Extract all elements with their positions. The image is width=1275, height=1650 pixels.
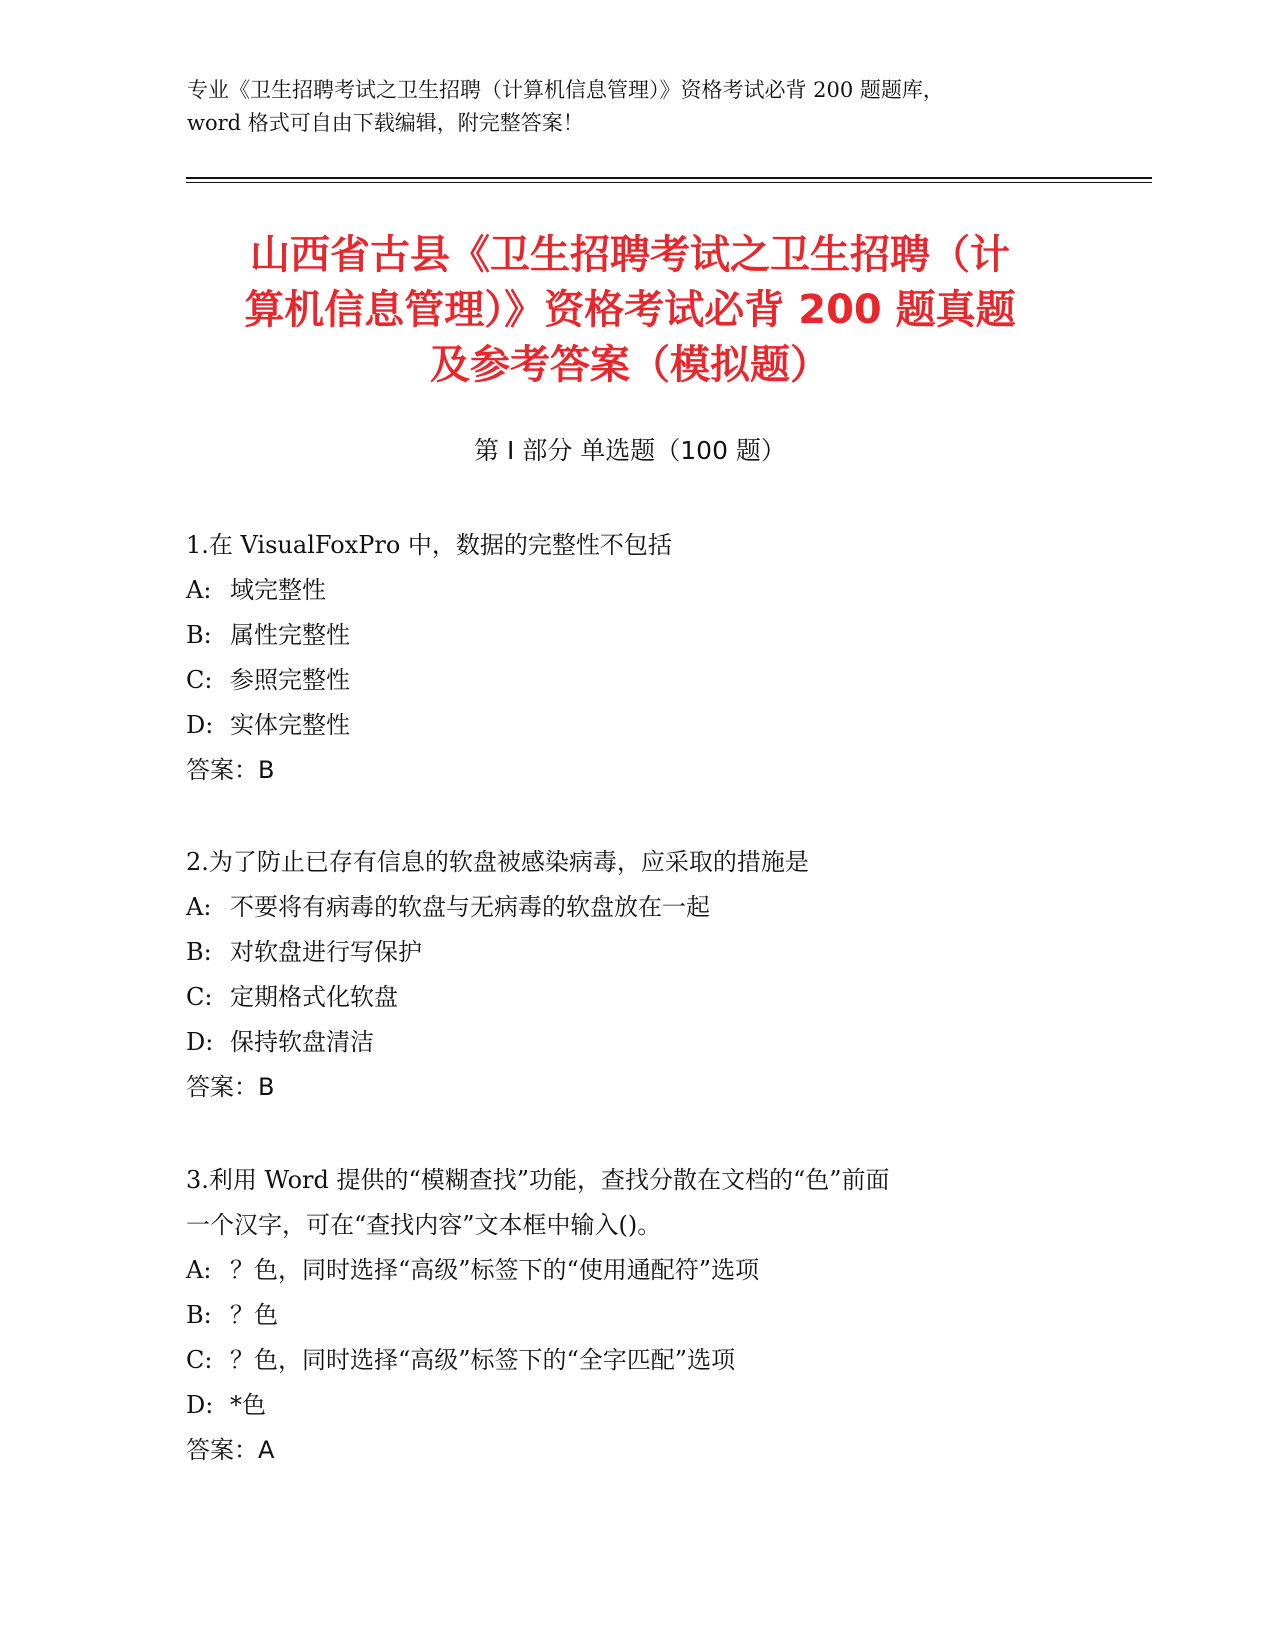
option-label: D: xyxy=(186,1028,214,1056)
question-stem-line-2: 一个汉字，可在“查找内容”文本框中输入()。 xyxy=(186,1211,662,1239)
answer-line: 答案：A xyxy=(186,1436,275,1464)
option-text: 域完整性 xyxy=(230,576,326,604)
option-text: *色 xyxy=(230,1391,266,1419)
question-stem-line-1: 3.利用 Word 提供的“模糊查找”功能，查找分散在文档的“色”前面 xyxy=(186,1166,890,1194)
header-note xyxy=(187,74,1087,140)
header-note-line-2: word 格式可自由下载编辑，附完整答案！ xyxy=(187,111,584,135)
option-d xyxy=(186,1020,1086,1065)
option-b xyxy=(186,1293,1086,1338)
option-c xyxy=(186,1338,1086,1383)
document-title-line-2: 算机信息管理）》资格考试必背 200 题真题 xyxy=(244,287,1016,333)
document-title-line-3: 及参考答案（模拟题） xyxy=(430,342,830,388)
option-text: 不要将有病毒的软盘与无病毒的软盘放在一起 xyxy=(230,893,710,921)
option-label: A: xyxy=(186,1256,212,1284)
option-text: ？色，同时选择“高级”标签下的“使用通配符”选项 xyxy=(230,1256,760,1284)
header-divider-thick xyxy=(186,177,1152,179)
document-title xyxy=(180,228,1080,393)
option-label: D: xyxy=(186,711,214,739)
option-label: B: xyxy=(186,1301,212,1329)
option-a xyxy=(186,885,1086,930)
option-c xyxy=(186,975,1086,1020)
answer-line: 答案：B xyxy=(186,756,275,784)
option-label: D: xyxy=(186,1391,214,1419)
header-divider-thin xyxy=(186,182,1152,183)
option-label: C: xyxy=(186,1346,213,1374)
option-a xyxy=(186,568,1086,613)
option-text: 对软盘进行写保护 xyxy=(230,938,422,966)
option-label: C: xyxy=(186,983,213,1011)
option-b xyxy=(186,613,1086,658)
option-label: B: xyxy=(186,938,212,966)
question-3 xyxy=(186,1158,1086,1473)
option-d xyxy=(186,703,1086,748)
answer-line: 答案：B xyxy=(186,1073,275,1101)
option-label: C: xyxy=(186,666,213,694)
option-text: 实体完整性 xyxy=(230,711,350,739)
question-2 xyxy=(186,840,1086,1110)
option-text: ？色，同时选择“高级”标签下的“全字匹配”选项 xyxy=(230,1346,736,1374)
option-b xyxy=(186,930,1086,975)
option-text: 保持软盘清洁 xyxy=(230,1028,374,1056)
question-stem: 1.在 VisualFoxPro 中，数据的完整性不包括 xyxy=(186,531,672,559)
document-title-line-1: 山西省古县《卫生招聘考试之卫生招聘（计 xyxy=(250,232,1010,278)
option-label: A: xyxy=(186,576,212,604)
option-label: B: xyxy=(186,621,212,649)
option-text: 定期格式化软盘 xyxy=(230,983,398,1011)
option-text: 参照完整性 xyxy=(230,666,350,694)
option-label: A: xyxy=(186,893,212,921)
option-text: ？色 xyxy=(230,1301,278,1329)
option-d xyxy=(186,1383,1086,1428)
option-text: 属性完整性 xyxy=(230,621,350,649)
section-heading: 第 I 部分 单选题（100 题） xyxy=(474,436,786,465)
header-note-line-1: 专业《卫生招聘考试之卫生招聘（计算机信息管理）》资格考试必背 200 题题库， xyxy=(187,78,944,102)
question-stem: 2.为了防止已存有信息的软盘被感染病毒，应采取的措施是 xyxy=(186,848,809,876)
option-c xyxy=(186,658,1086,703)
option-a xyxy=(186,1248,1086,1293)
question-1 xyxy=(186,523,1086,793)
